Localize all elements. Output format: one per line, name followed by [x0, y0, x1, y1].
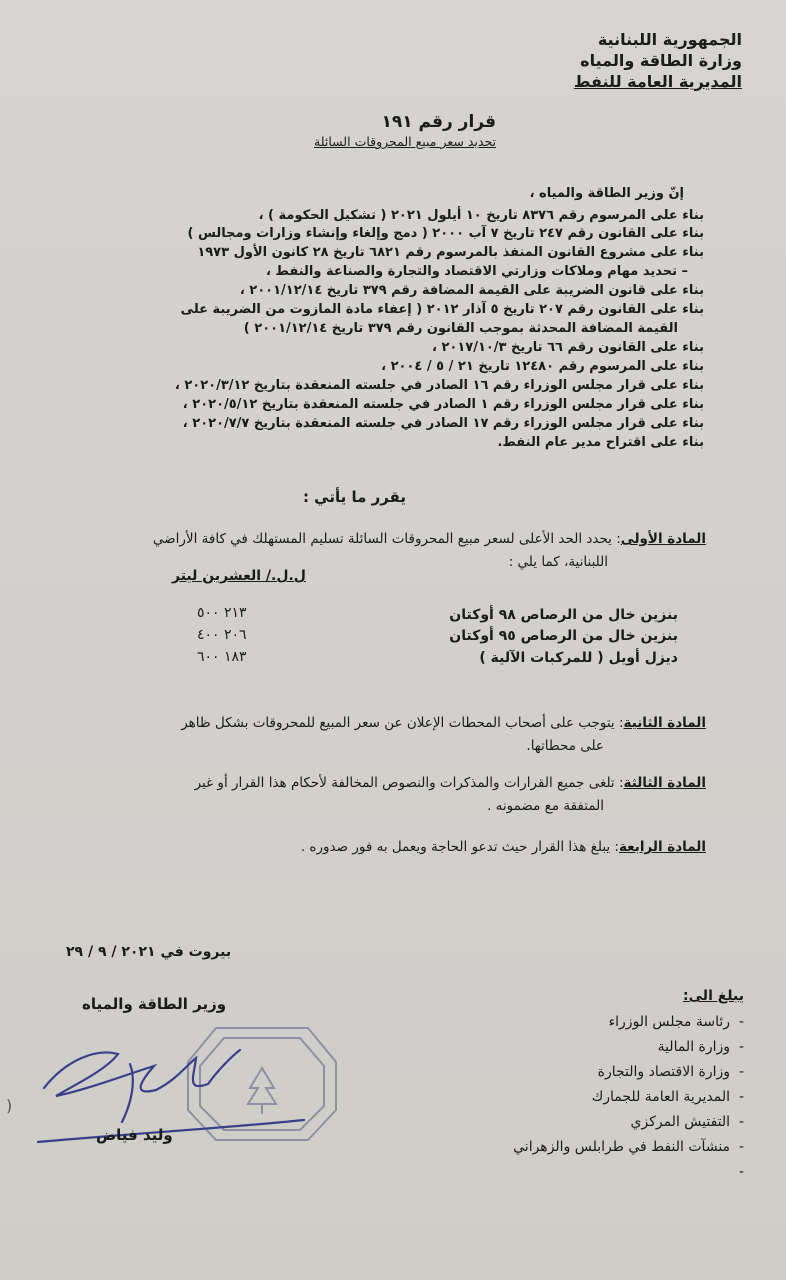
price-unit: ل.ل./ العشرين ليتر: [172, 568, 306, 584]
recipient-item: - التفتيش المركزي: [630, 1114, 744, 1130]
article-2-label: المادة الثانية: [623, 715, 706, 731]
article-3: [195, 772, 706, 794]
signatory-name: وليد فياض: [96, 1126, 173, 1144]
preamble-line: بناء على المرسوم رقم ٨٣٧٦ تاريخ ١٠ أيلول ٢٠٢١ ( تشكيل الحكومة ) ،: [258, 208, 704, 223]
recipient-name: وزارة الاقتصاد والتجارة: [597, 1064, 731, 1080]
recipient-item: - المديرية العامة للجمارك: [591, 1089, 744, 1105]
signatory-title: وزير الطاقة والمياه: [82, 995, 227, 1013]
place-date: بيروت في ٢٠٢١ / ٩ / ٢٩: [66, 944, 232, 960]
recipient-item: -: [730, 1164, 744, 1180]
product-price: ٢٠٦ ٤٠٠: [197, 627, 247, 643]
product-price: ١٨٣ ٦٠٠: [197, 649, 247, 665]
article-1-text-cont: اللبنانية، كما يلي :: [508, 554, 608, 570]
preamble-line: بناء على اقتراح مدير عام النفط.: [497, 435, 704, 450]
recipients-heading: يبلغ الى:: [683, 988, 744, 1004]
product-name: ديزل أويل ( للمركبات الآلية ): [479, 650, 678, 666]
recipient-name: وزارة المالية: [657, 1039, 731, 1055]
recipient-name: منشآت النفط في طرابلس والزهراني: [513, 1139, 731, 1155]
decision-subtitle: تحديد سعر مبيع المحروقات السائلة: [314, 134, 496, 149]
recipient-name: التفتيش المركزي: [630, 1114, 731, 1130]
recipient-item: - منشآت النفط في طرابلس والزهراني: [513, 1139, 744, 1155]
stamp-and-signature: [36, 1010, 356, 1160]
recipient-item: - وزارة المالية: [657, 1039, 744, 1055]
preamble-opening: إنّ وزير الطاقة والمياه ،: [529, 186, 684, 201]
header-line-1: الجمهورية اللبنانية: [597, 30, 742, 49]
preamble-line: بناء على قرار مجلس الوزراء رقم ١ الصادر في جلسته المنعقدة بتاريخ ٢٠٢٠/٥/١٢ ،: [182, 397, 704, 412]
article-1-text: : يحدد الحد الأعلى لسعر مبيع المحروقات السائلة تسليم المستهلك في كافة الأراضي: [152, 531, 621, 547]
header-line-3: المديرية العامة للنفط: [573, 72, 742, 91]
recipient-item: - وزارة الاقتصاد والتجارة: [597, 1064, 744, 1080]
recipients-list: [513, 1010, 744, 1185]
preamble-line: بناء على قرار مجلس الوزراء رقم ١٦ الصادر في جلسته المنعقدة بتاريخ ٢٠٢٠/٣/١٢ ،: [174, 378, 704, 393]
preamble-line: – تحديد مهام وملاكات وزارتي الاقتصاد والتجارة والصناعة والنفط ،: [265, 264, 688, 279]
article-4: [301, 836, 706, 858]
preamble-line: بناء على مشروع القانون المنفذ بالمرسوم رقم ٦٨٢١ تاريخ ٢٨ كانون الأول ١٩٧٣: [197, 245, 704, 260]
product-name: بنزين خال من الرصاص ٩٥ أوكتان: [449, 628, 678, 644]
preamble-line: بناء على المرسوم رقم ١٢٤٨٠ تاريخ ٢١ / ٥ / ٢٠٠٤ ،: [381, 359, 704, 374]
decides-heading: يقرر ما يأتي :: [302, 488, 406, 506]
article-1-label: المادة الأولى: [620, 531, 706, 547]
decision-title: قرار رقم ١٩١: [381, 112, 496, 132]
recipient-name: المديرية العامة للجمارك: [591, 1089, 731, 1105]
preamble-line: القيمة المضافة المحدثة بموجب القانون رقم ٣٧٩ تاريخ ٢٠٠١/١٢/١٤ ): [243, 321, 678, 336]
article-4-label: المادة الرابعة: [618, 839, 706, 855]
recipient-item: - رئاسة مجلس الوزراء: [608, 1014, 744, 1030]
product-price: ٢١٣ ٥٠٠: [197, 605, 247, 621]
article-3-text: : تلغى جميع القرارات والمذكرات والنصوص المخالفة لأحكام هذا القرار أو غير: [194, 775, 624, 791]
preamble-line: بناء على القانون رقم ٢٠٧ تاريخ ٥ آذار ٢٠١٢ ( إعفاء مادة المازوت من الضريبة على: [180, 302, 704, 317]
preamble-line: بناء على قانون الضريبة على القيمة المضافة رقم ٣٧٩ تاريخ ٢٠٠١/١٢/١٤ ،: [239, 283, 704, 298]
article-1: [153, 528, 706, 550]
recipient-name: رئاسة مجلس الوزراء: [608, 1014, 731, 1030]
article-3-label: المادة الثالثة: [623, 775, 706, 791]
product-name: بنزين خال من الرصاص ٩٨ أوكتان: [449, 607, 678, 623]
header-line-2: وزارة الطاقة والمياه: [580, 51, 742, 70]
article-2: [181, 712, 706, 734]
article-4-text: : يبلغ هذا القرار حيث تدعو الحاجة ويعمل به فور صدوره .: [300, 839, 619, 855]
article-2-text: : يتوجب على أصحاب المحطات الإعلان عن سعر المبيع للمحروقات بشكل ظاهر: [181, 715, 624, 731]
preamble-line: بناء على القانون رقم ٢٤٧ تاريخ ٧ آب ٢٠٠٠ ( دمج وإلغاء وإنشاء وزارات ومجالس ): [187, 226, 704, 241]
preamble-line: بناء على القانون رقم ٦٦ تاريخ ٢٠١٧/١٠/٣ ،: [431, 340, 704, 355]
article-3-text-cont: المتفقة مع مضمونه .: [487, 798, 604, 814]
article-2-text-cont: على محطاتها.: [526, 738, 604, 754]
preamble-line: بناء على قرار مجلس الوزراء رقم ١٧ الصادر في جلسته المنعقدة بتاريخ ٢٠٢٠/٧/٧ ،: [182, 416, 704, 431]
edge-mark: (: [6, 1096, 13, 1115]
